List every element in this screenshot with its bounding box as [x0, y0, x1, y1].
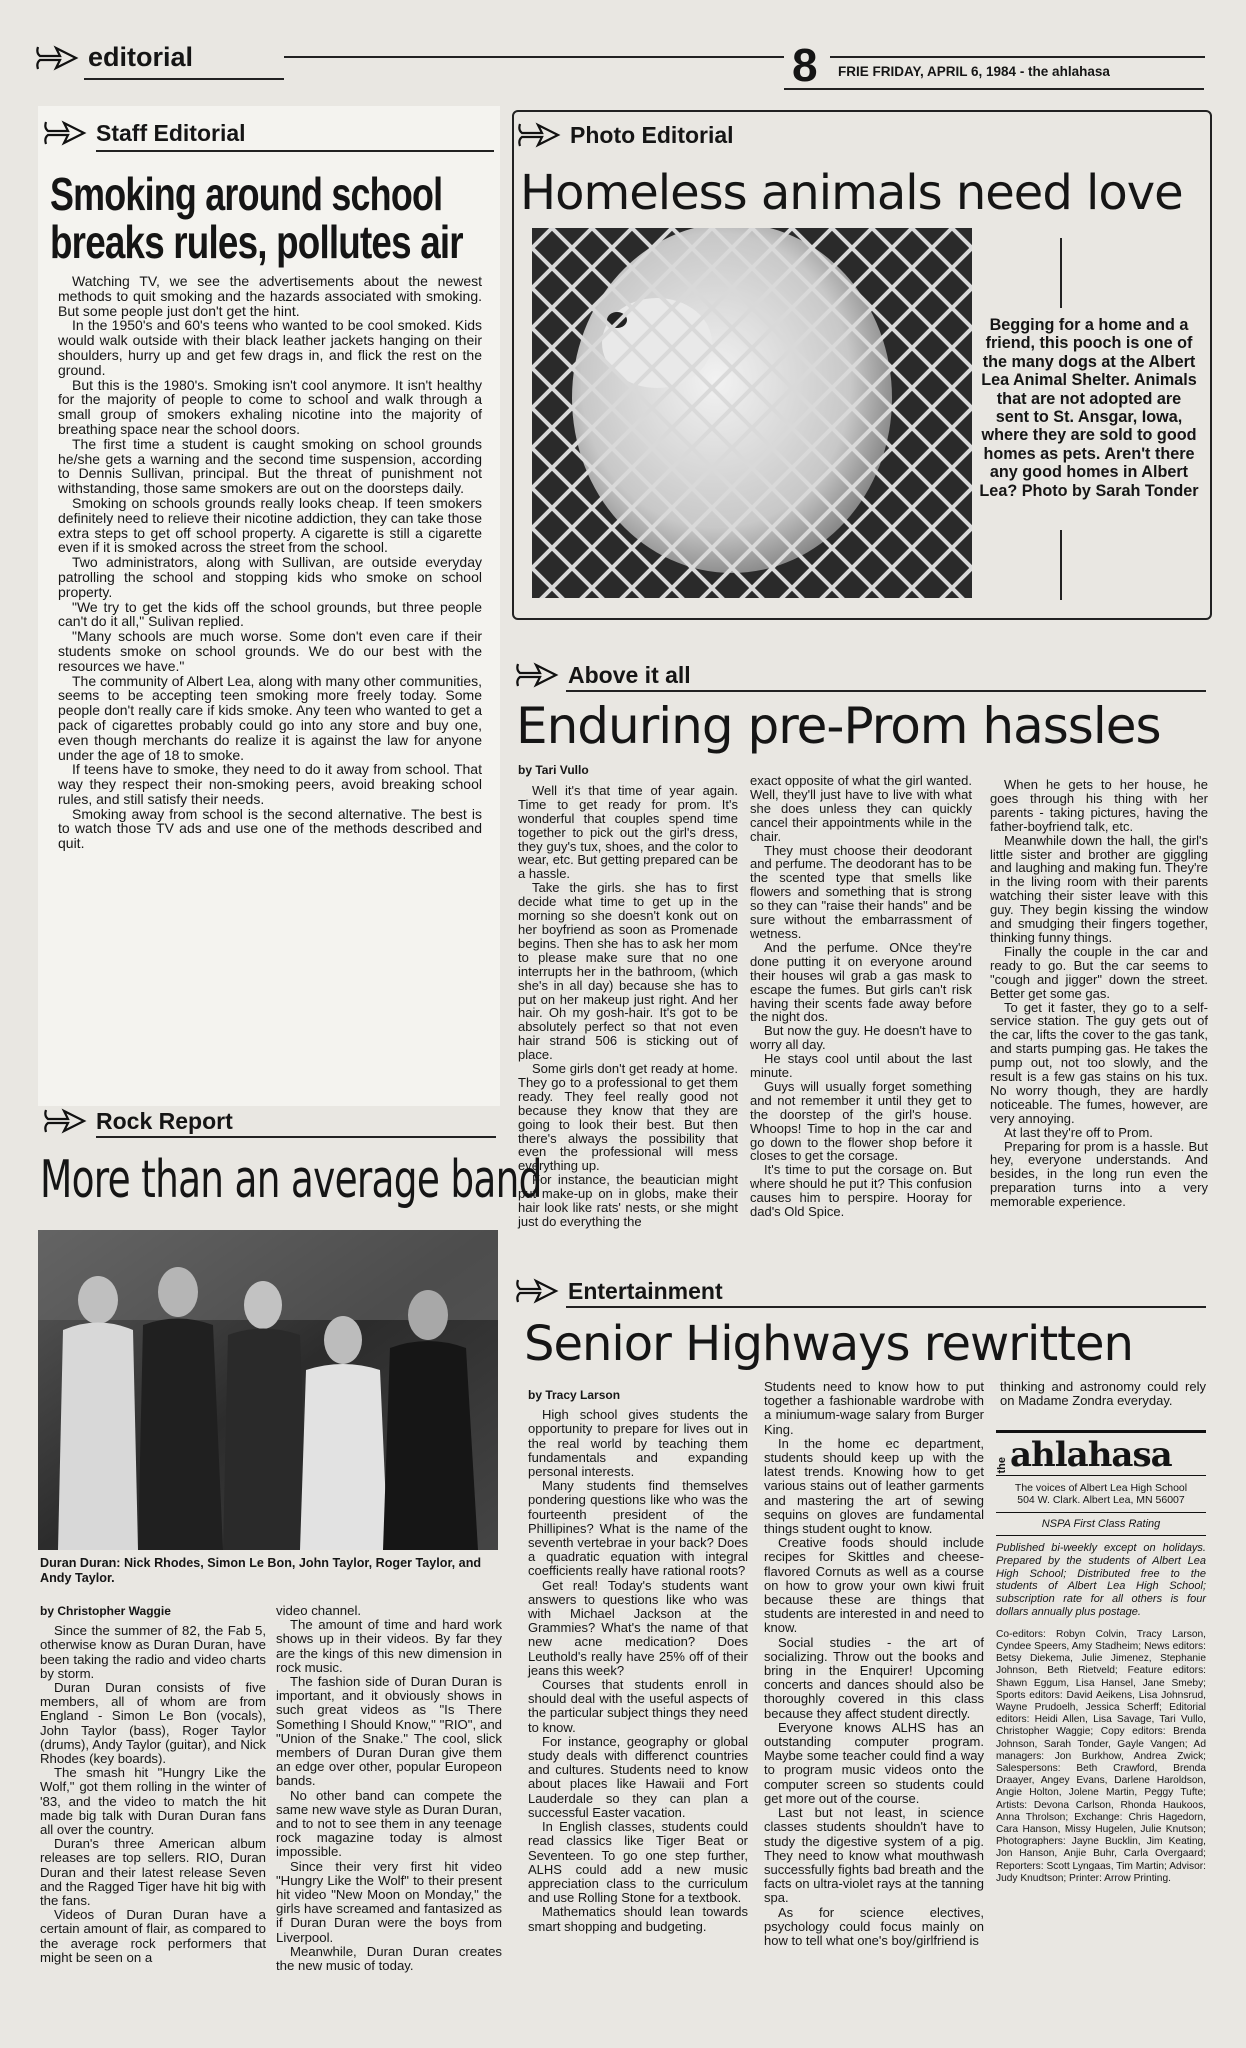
divider: [96, 1136, 496, 1138]
entertainment-headline: Senior Highways rewritten: [524, 1316, 1133, 1372]
photo-editorial-tag: [516, 120, 734, 150]
dog-photo: [532, 228, 972, 598]
above-it-all-headline: Enduring pre-Prom hassles: [516, 697, 1161, 755]
paragraph: Social studies - the art of socializing. Throw out the books and bring in the Enquirer! Upcoming concerts and dances should also be thoroughly covered in this class because they affect student directly.: [764, 1634, 984, 1721]
masthead-name: ahlahasa: [1010, 1435, 1172, 1475]
photo-editorial-headline: Homeless animals need love: [520, 165, 1183, 221]
band-photo-caption: Duran Duran: Nick Rhodes, Simon Le Bon, John Taylor, Roger Taylor, and Andy Taylor.: [40, 1556, 482, 1585]
paragraph: Many students find themselves pondering questions like who was the fourteenth president of the Phillipines? What is the name of the seventh vertebrae in your back? Does a quadratic equation with integral coefficients really have rational roots?: [528, 1478, 748, 1579]
rock-report-col-1-text: [40, 1624, 266, 1965]
tag-label: Rock Report: [96, 1107, 233, 1134]
paragraph: High school gives students the opportunity to prepare for lives out in the real world by teaching them fundamentals and expanding personal interests.: [528, 1407, 748, 1480]
above-col-3: [990, 778, 1208, 1209]
divider: [84, 78, 284, 80]
above-col-1-text: [518, 784, 738, 1229]
paragraph: Smoking away from school is the second alternative. The best is to watch those TV ads and use one of the methods described and quit.: [58, 805, 482, 852]
paragraph: Two administrators, along with Sullivan, are outside everyday patrolling the school and stopping kids who smoke on school property.: [58, 554, 482, 600]
paragraph: But now the guy. He doesn't have to worry all day.: [750, 1023, 972, 1053]
divider: [784, 88, 1204, 90]
staff-editorial-body: [58, 274, 482, 851]
staff-editorial-headline-1: Smoking around school: [50, 168, 443, 220]
paragraph: The first time a student is caught smoking on school grounds he/she gets a warning and the second time suspension, according to Dennis Sullivan, principal. But the threat of punishment not withstanding, those same smokers are out on the doorsteps daily.: [58, 435, 482, 497]
rock-report-col-1: [40, 1604, 266, 1965]
paragraph: Everyone knows ALHS has an outstanding computer program. Maybe some teacher could find a way to program music videos onto the computer screen so students could get more out of the course.: [764, 1719, 984, 1806]
staff-editorial-headline-2: breaks rules, pollutes air: [50, 216, 463, 268]
tag-label: Staff Editorial: [96, 119, 246, 146]
band-photo: [38, 1230, 498, 1550]
paragraph: The community of Albert Lea, along with many other communities, seems to be accepting teen smoking more freely today. Some people don't really care if kids smoke. Any teen who wanted to get a pack of cigarettes probably could go into any store and buy one, even though merchants do realize it is against the law for anyone under the age of 18 to smoke.: [58, 672, 482, 763]
tag-label: Above it all: [568, 661, 691, 688]
paragraph: Duran's three American album releases are top sellers. RIO, Duran Duran and their latest release Seven and the Ragged Tiger have hit big with the fans.: [40, 1836, 266, 1909]
rock-report-col-2: [276, 1604, 502, 1973]
above-col-2: [750, 774, 972, 1219]
paragraph: As for science electives, psychology could focus mainly on how to tell what one's boy/girlfriend is: [764, 1904, 984, 1948]
caption-rule: [1060, 530, 1062, 600]
staff-editorial-tag: [42, 118, 246, 148]
entertainment-col-3: [1000, 1380, 1206, 1408]
paragraph: Well it's that time of year again. Time to get ready for prom. It's wonderful that couples spend time together to pick out the girl's dress, they guy's tux, shoes, and the color to wear, etc. But getting prepared can be a hassle.: [518, 782, 738, 882]
tag-label: Photo Editorial: [570, 121, 734, 148]
paragraph: At last they're off to Prom.: [1004, 1124, 1153, 1140]
tag-label: Entertainment: [568, 1277, 723, 1304]
arrow-icon: [42, 1106, 88, 1136]
paragraph: It's time to put the corsage on. But where should he put it? This confusion causes him to perspire. Hooray for dad's Old Spice.: [750, 1162, 972, 1220]
masthead: [996, 1430, 1206, 1885]
paragraph: Mathematics should lean towards smart shopping and budgeting.: [528, 1904, 748, 1934]
masthead-tagline-2: 504 W. Clark. Albert Lea, MN 56007: [1017, 1494, 1185, 1506]
paragraph: Watching TV, we see the advertisements about the newest methods to quit smoking and the hazards associated with smoking. But some people just don't get the hint.: [58, 273, 482, 319]
paragraph: The fashion side of Duran Duran is important, and it obviously shows in such great videos as "Is There Something I Should Know," "RIO", and "Union of the Snake." The cool, slick members of Duran Duran give them an edge over other, popular Europeon bands.: [276, 1674, 502, 1789]
arrow-icon: [34, 43, 80, 73]
dog-photo-caption: Begging for a home and a friend, this pooch is one of the many dogs at the Albert Lea Animal Shelter. Animals that are not adopted are sent to St. Ansgar, Iowa, where they are sold to good homes as pets. Aren't there any good homes in Albert Lea? Photo by Sarah Tonder: [979, 316, 1199, 500]
above-it-all-tag: [514, 660, 691, 690]
paragraph: For instance, the beautician might put make-up on in globs, make their hair look like rats' nests, or she might just do everything the: [518, 1172, 738, 1229]
paragraph: Videos of Duran Duran have a certain amount of flair, as compared to the average rock performers that might be seen on a: [40, 1907, 266, 1965]
divider: [566, 1306, 1206, 1308]
paragraph: Take the girls. she has to first decide what time to get up in the morning so she doesn't konk out on her boyfriend as soon as Promenade begins. Then she has to ask her mom to please make sure that no one interrupts her in the bathroom, (which she's in all day) because she has to put on her makeup just right. And her hair. Oh my gosh-hair. It's got to be absolutely perfect so that not even hair strand 506 is sticking out of place.: [518, 880, 738, 1063]
paragraph: Since the summer of 82, the Fab 5, otherwise know as Duran Duran, have been taking the radio and video charts by storm.: [40, 1623, 266, 1681]
paragraph: The smash hit "Hungry Like the Wolf," got them rolling in the winter of '83, and the video to match the hit made big talk with Duran Duran fans all over the country.: [40, 1765, 266, 1838]
byline: by Tari Vullo: [518, 763, 589, 777]
section-title: editorial: [88, 42, 194, 72]
entertainment-col-2: [764, 1380, 984, 1948]
arrow-icon: [514, 660, 560, 690]
paragraph: They must choose their deodorant and perfume. The deodorant has to be the scented type that smells like flowers and something that is strong so they can "raise their hands" and be sure without the embarrassment of wetness.: [750, 842, 972, 941]
paragraph: He stays cool until about the last minute.: [750, 1051, 972, 1081]
byline: by Tracy Larson: [528, 1388, 621, 1402]
paragraph: Duran Duran consists of five members, all of whom are from England - Simon Le Bon (vocals), John Taylor (bass), Roger Taylor (drums), Andy Taylor (guitar), and Nick Rhodes (key boards).: [40, 1680, 266, 1767]
above-col-1: [518, 764, 738, 1229]
masthead-publication-info: Published bi-weekly except on holidays. Prepared by the students of Albert Lea High School; Distributed free to the students of Albert Lea High School; subscription rate for all others is four dollars annually plus postage.: [996, 1542, 1206, 1618]
paragraph: In the 1950's and 60's teens who wanted to be cool smoked. Kids would walk outside with their black leather jackets hanging on their shoulders, hurry up and get few drags in, and flick the rest on the ground.: [58, 317, 482, 378]
paragraph: In English classes, students could read classics like Tiger Beat or Seventeen. To go one step further, ALHS could add a new music appreciation class to the curriculum and use Rolling Stone for a textbook.: [528, 1819, 748, 1906]
paragraph: To get it faster, they go to a self-service station. The guy gets out of the car, lifts the cover to the gas tank, and starts pumping gas. He takes the pump out, not too slowly, and the result is a few gas stains on his tux. No worry though, they are hardly noticeable. The fumes, however, are very annoying.: [990, 999, 1208, 1126]
arrow-icon: [42, 118, 88, 148]
arrow-icon: [514, 1276, 560, 1306]
paragraph: exact opposite of what the girl wanted. Well, they'll just have to live with what she does unless they can quickly cancel their appointments while in the chair.: [750, 773, 972, 844]
paragraph: Meanwhile, Duran Duran creates the new music of today.: [276, 1943, 502, 1974]
paragraph: But this is the 1980's. Smoking isn't cool anymore. It isn't healthy for the majority of people to come to school and walk through a small group of smokers exhaling nicotine into the majority of breathing space near the school doors.: [58, 376, 482, 437]
divider: [284, 56, 784, 58]
paragraph: "Many schools are much worse. Some don't even care if their students smoke on school grounds. We do our best with the resources we have.": [58, 628, 482, 674]
masthead-the: the: [996, 1456, 1008, 1473]
band-photo-image: [38, 1230, 498, 1550]
divider: [830, 56, 1205, 58]
paragraph: Guys will usually forget something and not remember it until they get to the doorstep of the girl's house. Whoops! Time to hop in the car and go down to the flower shop before it closes to get the corsage.: [750, 1078, 972, 1164]
paragraph: Since their very first hit video "Hungry Like the Wolf" to their present hit video "New Moon on Monday," the girls have screamed and fantasized as if Duran Duran were the boys from Liverpool.: [276, 1858, 502, 1945]
paragraph: Preparing for prom is a hassle. But hey, everyone understands. And besides, in the long run even the preparation turns into a very memorable experience.: [990, 1138, 1208, 1210]
masthead-staff: Co-editors: Robyn Colvin, Tracy Larson, Cyndee Speers, Amy Stadheim; News editors: Betsy Diekema, Julie Jimenez, Stephanie Johnson, Beth Rietveld; Feature editors: Shawn Eggum, Lisa Hansel, Jane Smeby; Sports editors: David Aeikens, Lisa Johnsrud, Wayne Prudoelh, Jessica Scherff; Editorial editors: Heidi Allen, Lisa Savage, Tari Vullo, Christopher Waggie; Copy editors: Brenda Johnson, Sarah Tonder, Gayle Vangen; Ad managers: Jon Burkhow, Andrea Zwick; Salespersons: Beth Crawford, Brenda Draayer, Angey Evans, Darlene Haroldson, Angie Holton, Jolene Martin, Peggy Tufte; Artists: Devona Carlson, Rhonda Haukoos, Anna Throlson; Exchange: Chris Hagedorn, Cara Hanson, Missy Hugelen, Julie Knutson; Photographers: Jayne Bucklin, Jim Keating, Jon Hanson, Anjie Buhr, Carla Overgaard; Reporters: Scott Lyngaas, Tim Martin; Advisor: Judy Knudtson; Printer: Arrow Printing.: [996, 1628, 1206, 1884]
divider: [96, 150, 494, 152]
rock-report-tag: [42, 1106, 233, 1136]
paragraph: No other band can compete the same new wave style as Duran Duran, and to not to see them in any teenage rock magazine today is almost impossible.: [276, 1787, 502, 1860]
paragraph: Courses that students enroll in should deal with the useful aspects of the particular subject things they need to know.: [528, 1677, 748, 1735]
entertainment-tag: [514, 1276, 723, 1306]
paragraph: Creative foods should include recipes for Skittles and cheese-flavored Cornuts as well as a course on how to grow your own kiwi fruit because these are things that students are interested in and need to know.: [764, 1535, 984, 1636]
masthead-tagline-1: The voices of Albert Lea High School: [1014, 1482, 1188, 1494]
paragraph: Get real! Today's students want answers to questions like who was with Michael Jackson at the Grammies? What's the name of that new acne medication? Does Leuthold's really have 25% off of their jeans this week?: [528, 1577, 748, 1678]
dog-photo-image: [532, 228, 972, 598]
masthead-nameplate: [996, 1430, 1206, 1476]
entertainment-col-1-text: [528, 1408, 748, 1934]
paragraph: Smoking on schools grounds really looks cheap. If teen smokers definitely need to relieve their nicotine addiction, they can take those extra steps to get off school property. A cigarette is still a cigarette even if it is smoked across the street from the school.: [58, 494, 482, 556]
paragraph: For instance, geography or global study deals with differenct countries and cultures. Students need to know about places like Hawaii and Fort Lauderdale so they can plan a successful Easter vacation.: [528, 1733, 748, 1820]
paragraph: And the perfume. ONce they're done putting it on everyone around their houses wil grab a gas mask to escape the fumes. But girls can't risk having their scents fade away before the night dos.: [750, 939, 972, 1025]
paragraph: video channel.: [276, 1603, 362, 1618]
rock-report-headline: More than an average band: [40, 1150, 542, 1210]
paragraph: Finally the couple in the car and ready to go. But the car seems to "cough and jigger" down the street. Better get some gas.: [990, 943, 1208, 1001]
page-number: 8: [792, 39, 818, 91]
section-tag: [34, 42, 193, 73]
paragraph: If teens have to smoke, they need to do it away from school. That way they respect their non-smoking peers, avoid breaking school rules, and still satisfy their needs.: [58, 761, 482, 807]
paragraph: The amount of time and hard work shows up in their videos. By far they are the kings of this new dimension in rock music.: [276, 1617, 502, 1675]
byline: by Christopher Waggie: [40, 1604, 171, 1618]
caption-rule: [1060, 238, 1062, 308]
paragraph: "We try to get the kids off the school grounds, but three people can't do it all," Sulivan replied.: [58, 598, 482, 630]
paragraph: Students need to know how to put together a fashionable wardrobe with a miniumum-wage salary from Burger King.: [764, 1379, 984, 1437]
entertainment-col-1: [528, 1388, 748, 1934]
paragraph: Meanwhile down the hall, the girl's little sister and brother are giggling and laughing and making fun. They're in the living room with their parents watching their sister leave with this guy. They begin kissing the window and smudging their fingers together, thinking funny things.: [990, 832, 1208, 945]
paragraph: Some girls don't get ready at home. They go to a professional to get them ready. They feel really good not because they know that they are going to look their best. But then there's always the possibility that even the professional will mess everything up.: [518, 1061, 738, 1174]
paragraph: When he gets to her house, he goes through his thing with her parents - taking pictures, having the father-boyfriend talk, etc.: [990, 777, 1208, 834]
divider: [566, 690, 1206, 692]
arrow-icon: [516, 120, 562, 150]
date-line: FRIE FRIDAY, APRIL 6, 1984 - the ahlahasa: [838, 64, 1110, 79]
paragraph: Last but not least, in science classes students shouldn't have to study the digestive system of a pig. They need to know what mouthwash successfully fights bad breath and the facts on ultra-violet rays at the tanning spa.: [764, 1805, 984, 1906]
masthead-rating: NSPA First Class Rating: [1041, 1518, 1161, 1530]
paragraph: thinking and astronomy could rely on Madame Zondra everyday.: [1000, 1379, 1206, 1409]
paragraph: In the home ec department, students should keep up with the latest trends. Knowing how to get various stains out of leather garments and mastering the art of sewing sequins on gloves are fundamental things student ought to know.: [764, 1435, 984, 1537]
